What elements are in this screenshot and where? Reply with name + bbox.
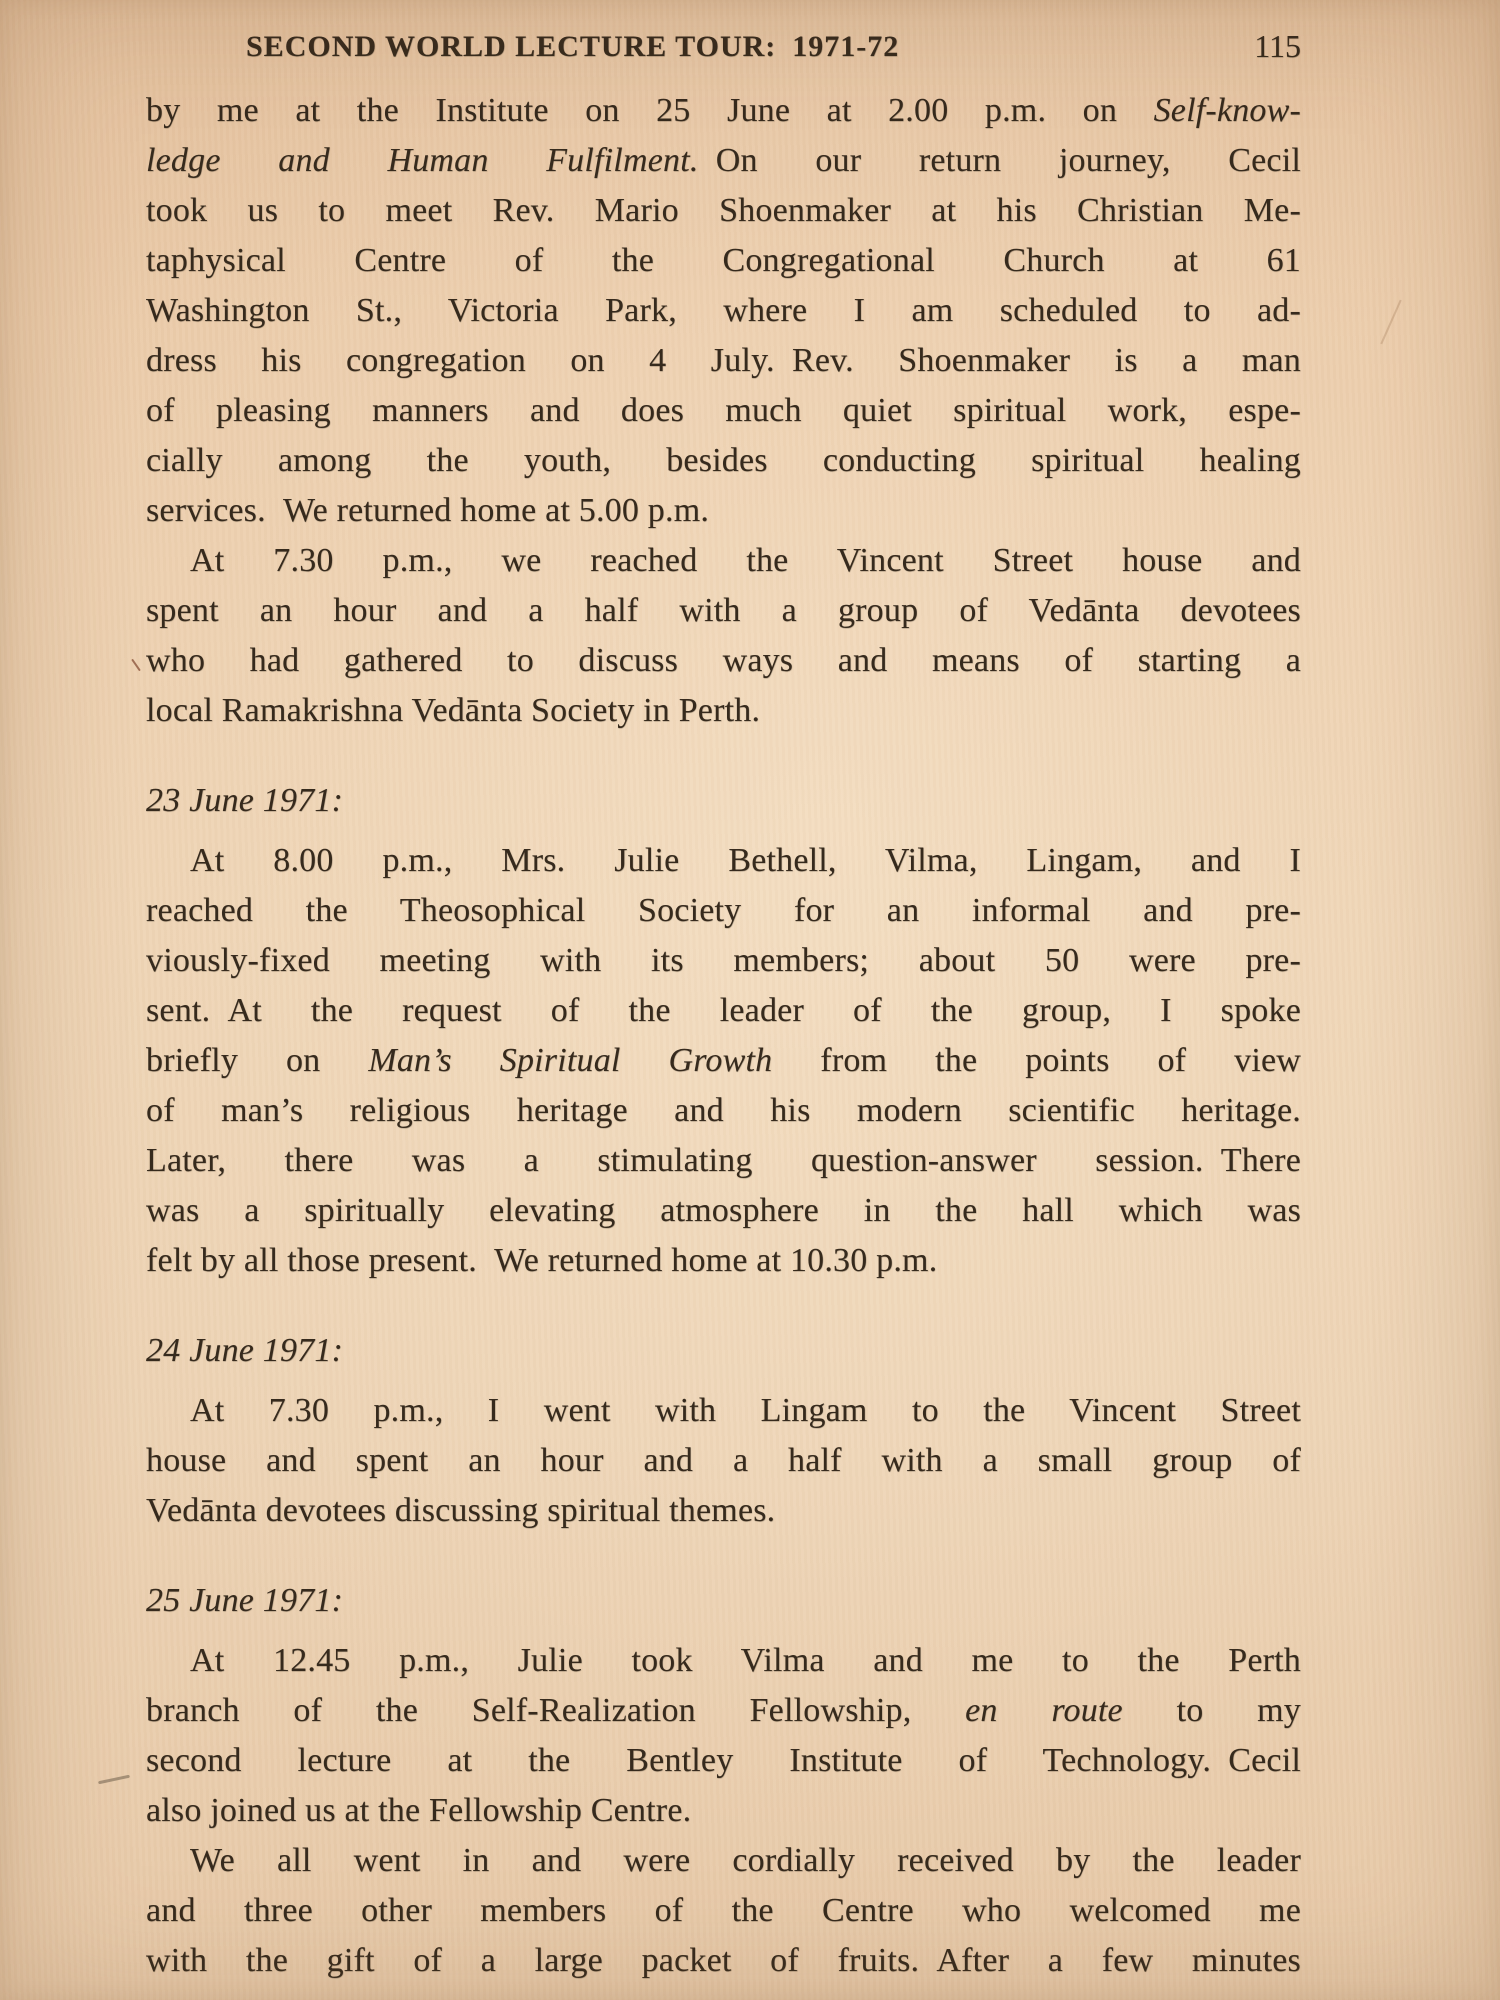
text-line xyxy=(146,136,1301,186)
stray-ink-mark xyxy=(131,659,141,672)
text-line xyxy=(146,886,1301,936)
running-head xyxy=(146,26,1301,70)
text-line xyxy=(146,986,1301,1036)
italic-run: en route xyxy=(965,1692,1123,1729)
text-run: Vedānta devotees discussing spiritual themes. xyxy=(146,1492,776,1529)
text-line xyxy=(146,386,1301,436)
text-run: by me at the Institute on 25 June at 2.00 p.m. on xyxy=(146,92,1154,129)
paragraph xyxy=(146,1386,1301,1536)
text-run: also joined us at the Fellowship Centre. xyxy=(146,1792,692,1829)
text-line xyxy=(146,1636,1301,1686)
text-run: taphysical Centre of the Congregational Church at 61 xyxy=(146,242,1301,279)
italic-run: ledge and Human Fulfilment. xyxy=(146,142,699,179)
italic-run: Self-know- xyxy=(1153,92,1301,129)
text-line xyxy=(146,1836,1301,1886)
text-line xyxy=(146,1236,1301,1286)
text-line xyxy=(146,1886,1301,1936)
text-line xyxy=(146,536,1301,586)
text-line xyxy=(146,436,1301,486)
text-run: of pleasing manners and does much quiet spiritual work, espe- xyxy=(146,392,1301,429)
text-line xyxy=(146,336,1301,386)
text-line xyxy=(146,1436,1301,1486)
text-run: second lecture at the Bentley Institute of Technology. Cecil xyxy=(146,1742,1301,1779)
italic-run: Man’s Spiritual Growth xyxy=(368,1042,773,1079)
text-line xyxy=(146,1036,1301,1086)
text-run: viously-fixed meeting with its members; about 50 were pre- xyxy=(146,942,1301,979)
page-body xyxy=(146,86,1301,1986)
page-number: 115 xyxy=(1254,28,1301,64)
text-run: local Ramakrishna Vedānta Society in Perth. xyxy=(146,692,761,729)
text-run: At 7.30 p.m., I went with Lingam to the Vincent Street xyxy=(190,1392,1301,1429)
text-run: dress his congregation on 4 July. Rev. Shoenmaker is a man xyxy=(146,342,1301,379)
date-heading xyxy=(146,776,1301,826)
text-line xyxy=(146,636,1301,686)
text-run: On our return journey, Cecil xyxy=(698,142,1301,179)
text-run: felt by all those present. We returned home at 10.30 p.m. xyxy=(146,1242,938,1279)
paragraph xyxy=(146,536,1301,736)
text-run: who had gathered to discuss ways and means of starting a xyxy=(146,642,1301,679)
text-run: At 8.00 p.m., Mrs. Julie Bethell, Vilma, Lingam, and I xyxy=(190,842,1301,879)
running-head-title: SECOND WORLD LECTURE TOUR: 1971-72 xyxy=(246,30,900,63)
text-run: of man’s religious heritage and his modern scientific heritage. xyxy=(146,1092,1301,1129)
text-run: sent. At the request of the leader of the group, I spoke xyxy=(146,992,1301,1029)
text-line xyxy=(146,1086,1301,1136)
text-line xyxy=(146,1136,1301,1186)
paragraph xyxy=(146,86,1301,536)
text-run: with the gift of a large packet of fruits. After a few minutes xyxy=(146,1942,1301,1979)
text-line xyxy=(146,1736,1301,1786)
text-run: services. We returned home at 5.00 p.m. xyxy=(146,492,710,529)
text-line xyxy=(146,686,1301,736)
text-line xyxy=(146,186,1301,236)
text-line xyxy=(146,1386,1301,1436)
paragraph xyxy=(146,1836,1301,1986)
text-line xyxy=(146,1186,1301,1236)
text-run: was a spiritually elevating atmosphere in the hall which was xyxy=(146,1192,1301,1229)
text-line xyxy=(146,486,1301,536)
text-run: Washington St., Victoria Park, where I am scheduled to ad- xyxy=(146,292,1301,329)
pencil-mark xyxy=(98,1775,130,1785)
text-run: took us to meet Rev. Mario Shoenmaker at his Christian Me- xyxy=(146,192,1301,229)
text-line xyxy=(146,1686,1301,1736)
text-line xyxy=(146,236,1301,286)
italic-run: 24 June 1971: xyxy=(146,1332,344,1369)
text-run: briefly on xyxy=(146,1042,369,1079)
text-line xyxy=(146,586,1301,636)
date-heading xyxy=(146,1326,1301,1376)
text-line xyxy=(146,1936,1301,1986)
text-run: Later, there was a stimulating question-answer session. There xyxy=(146,1142,1301,1179)
text-run: from the points of view xyxy=(772,1042,1301,1079)
text-line xyxy=(146,1486,1301,1536)
text-line xyxy=(146,836,1301,886)
text-run: reached the Theosophical Society for an informal and pre- xyxy=(146,892,1301,929)
text-run: cially among the youth, besides conducting spiritual healing xyxy=(146,442,1301,479)
text-line xyxy=(146,936,1301,986)
text-line xyxy=(146,1786,1301,1836)
text-run: to my xyxy=(1122,1692,1301,1729)
date-heading xyxy=(146,1576,1301,1626)
italic-run: 25 June 1971: xyxy=(146,1582,344,1619)
text-run: branch of the Self-Realization Fellowship, xyxy=(146,1692,966,1729)
text-line xyxy=(146,286,1301,336)
text-line xyxy=(146,86,1301,136)
text-run: We all went in and were cordially received by the leader xyxy=(190,1842,1301,1879)
paragraph xyxy=(146,1636,1301,1836)
text-run: and three other members of the Centre who welcomed me xyxy=(146,1892,1301,1929)
text-run: house and spent an hour and a half with a small group of xyxy=(146,1442,1301,1479)
text-run: At 7.30 p.m., we reached the Vincent Street house and xyxy=(190,542,1301,579)
scratch-mark xyxy=(1380,300,1401,345)
text-run: spent an hour and a half with a group of Vedānta devotees xyxy=(146,592,1301,629)
paragraph xyxy=(146,836,1301,1286)
text-run: At 12.45 p.m., Julie took Vilma and me to the Perth xyxy=(190,1642,1301,1679)
italic-run: 23 June 1971: xyxy=(146,782,344,819)
